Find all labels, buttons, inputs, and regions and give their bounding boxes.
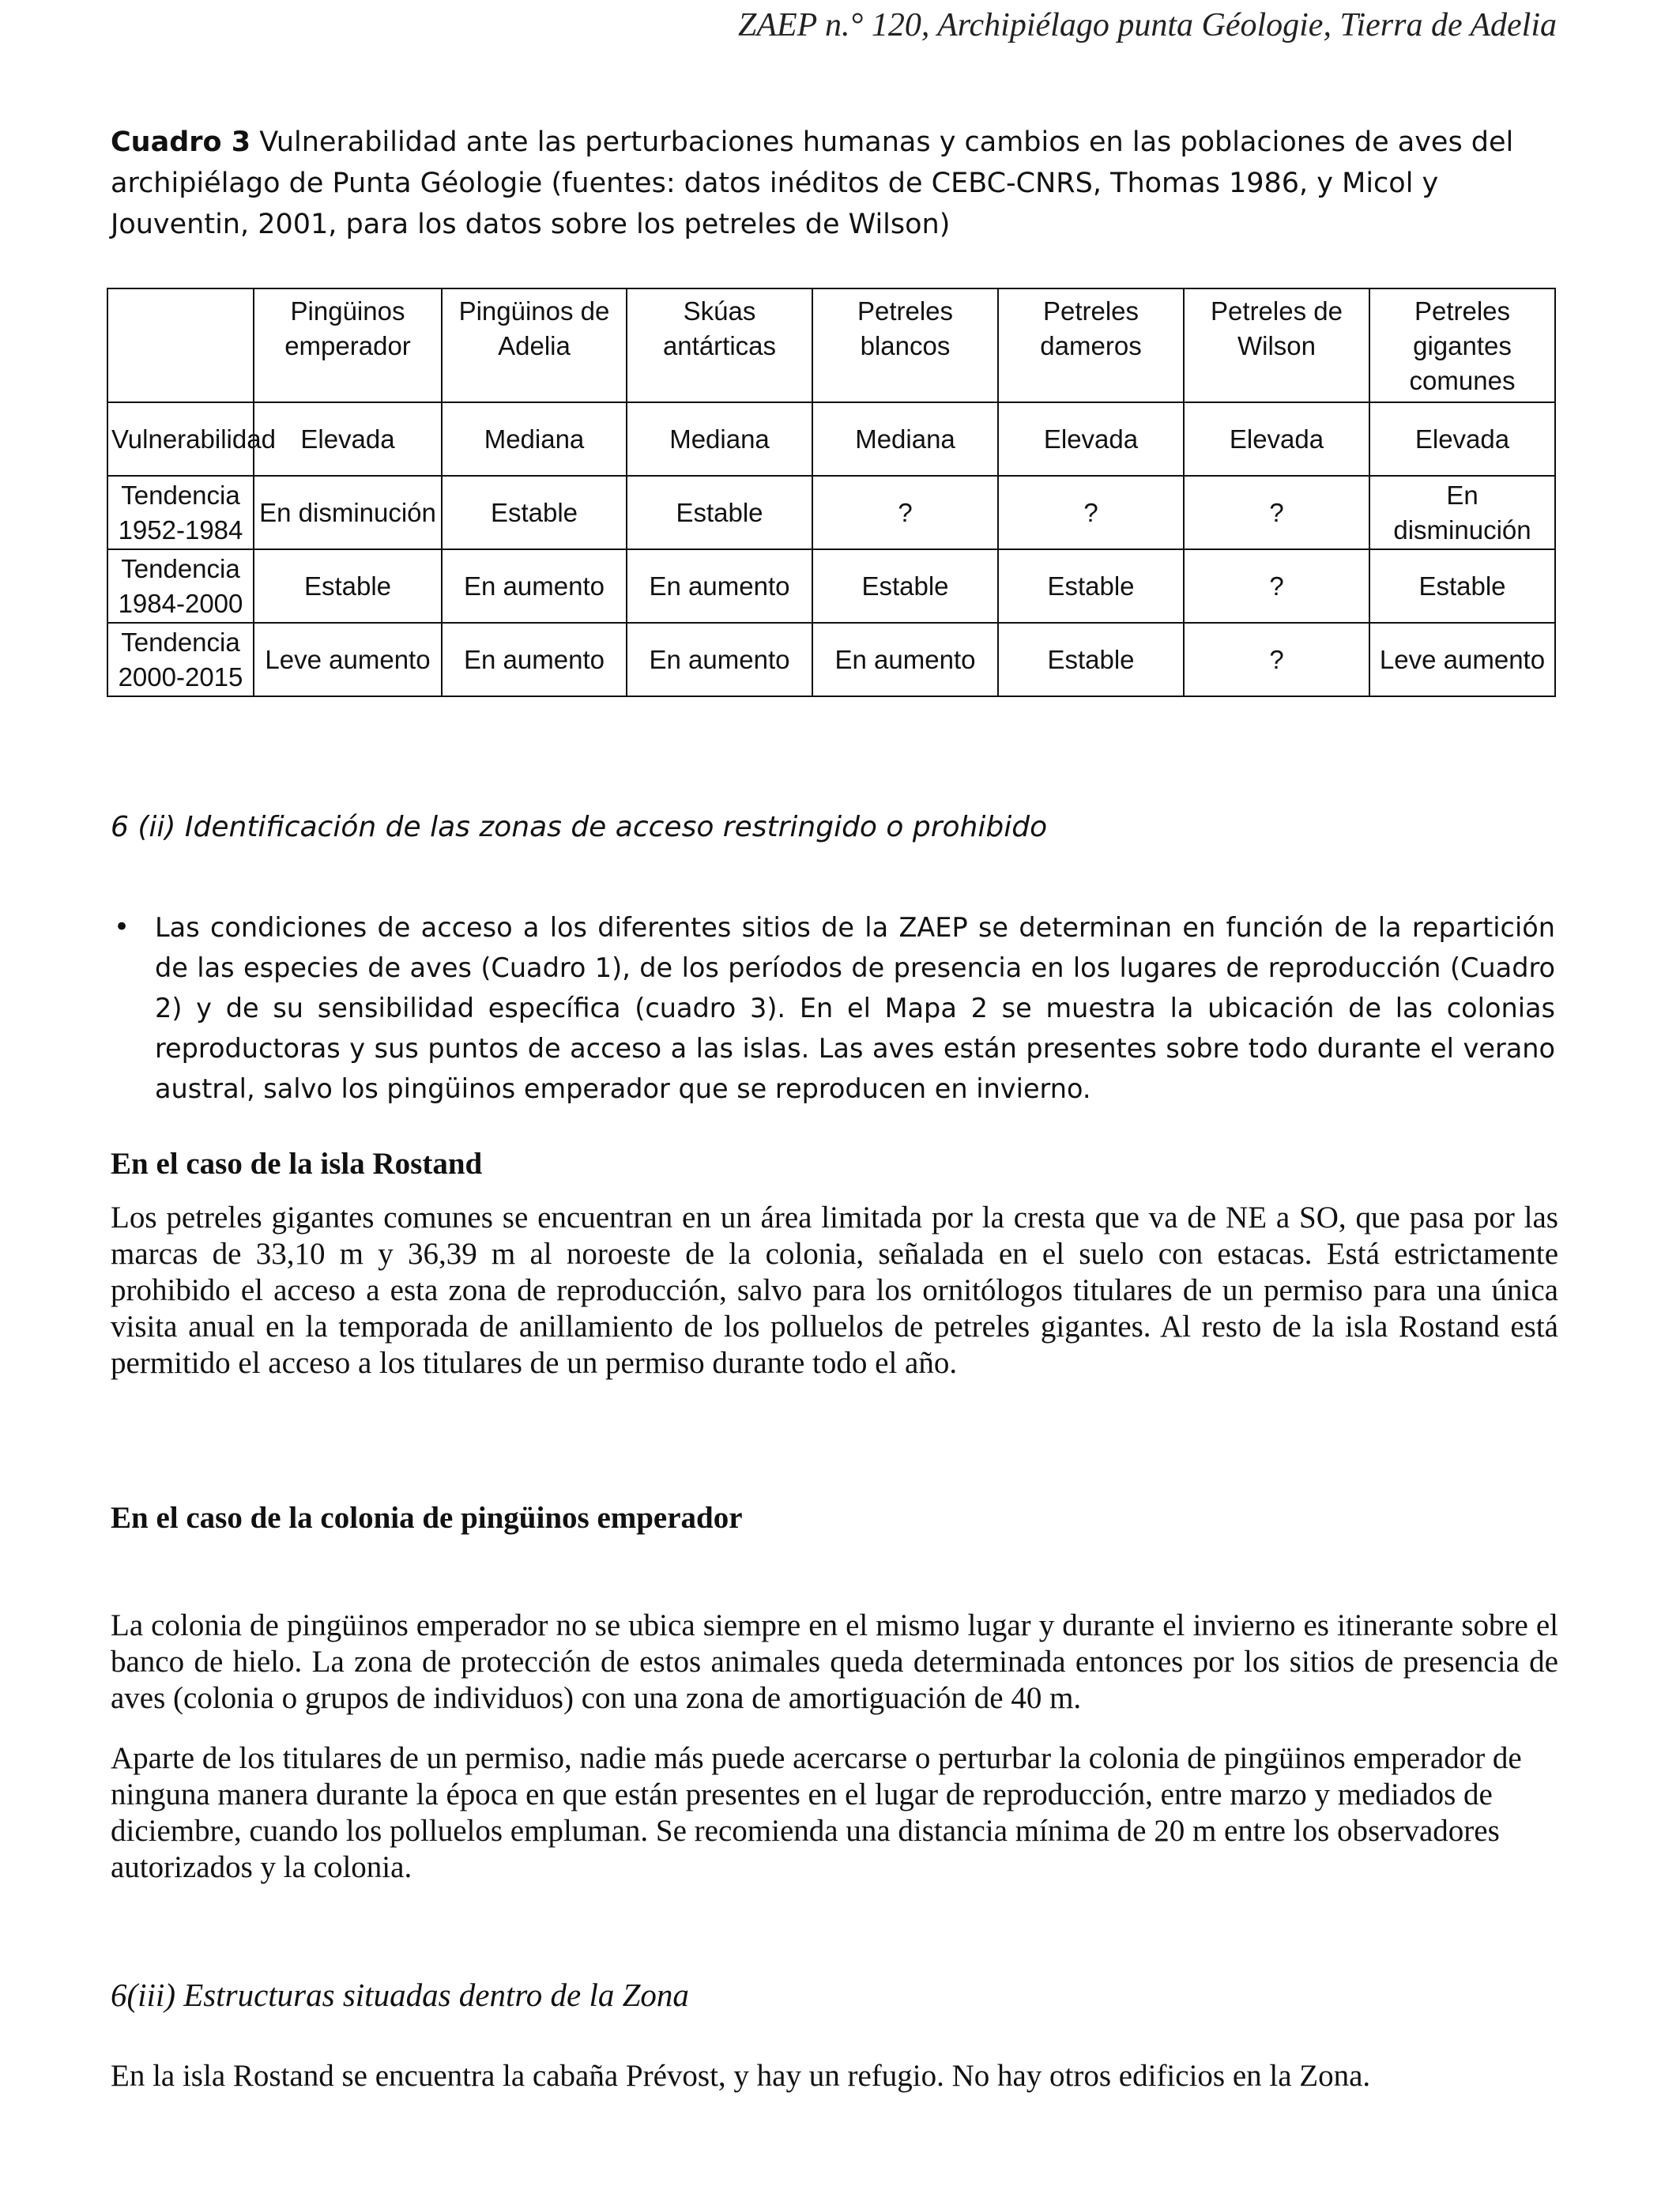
table-row <box>107 549 1555 623</box>
row-header: Tendencia 1984-2000 <box>107 549 254 623</box>
column-header: Petreles blancos <box>812 288 998 402</box>
column-header: Petreles de Wilson <box>1184 288 1369 402</box>
column-header: Pingüinos de Adelia <box>442 288 627 402</box>
column-header: Petreles gigantes comunes <box>1369 288 1555 402</box>
table-row <box>107 402 1555 476</box>
table-cell: Estable <box>627 476 812 549</box>
emperor-paragraph-2: Aparte de los titulares de un permiso, nadie más puede acercarse o perturbar la colonia de pingüinos emperador de ninguna manera durante la época en que están presentes en el lugar de reproducción, entre marzo y mediados de diciembre, cuando los polluelos empluman. Se recomienda una distancia mínima de 20 m entre los observadores autorizados y la colonia. <box>111 1741 1522 1884</box>
table-corner-cell <box>107 288 254 402</box>
table-cell: Mediana <box>812 402 998 476</box>
bullet-list-item <box>114 907 1555 1109</box>
table-row <box>107 623 1555 696</box>
emperor-paragraph-1: La colonia de pingüinos emperador no se ubica siempre en el mismo lugar y durante el invierno es itinerante sobre el banco de hielo. La zona de protección de estos animales queda determinada entonces por los sitios de presencia de aves (colonia o grupos de individuos) con una zona de amortiguación de 40 m. <box>111 1608 1558 1715</box>
table-cell: En aumento <box>627 549 812 623</box>
running-header: ZAEP n.° 120, Archipiélago punta Géologie, Tierra de Adelia <box>737 7 1557 43</box>
table-cell: Estable <box>442 476 627 549</box>
table-cell: Elevada <box>1369 402 1555 476</box>
section-iii-paragraph: En la isla Rostand se encuentra la cabaña Prévost, y hay un refugio. No hay otros edificios en la Zona. <box>111 2059 1371 2093</box>
table-cell: En aumento <box>627 623 812 696</box>
table-cell: En aumento <box>442 549 627 623</box>
section-iii-heading: 6(iii) Estructuras situadas dentro de la Zona <box>111 1977 689 2013</box>
table-cell: ? <box>1184 476 1369 549</box>
caption-text: Vulnerabilidad ante las perturbaciones humanas y cambios en las poblaciones de aves del archipiélago de Punta Géologie (fuentes: datos inéditos de CEBC-CNRS, Thomas 1986, y Micol y Jouventin, 2001, para los datos sobre los petreles de Wilson) <box>111 126 1514 240</box>
column-header: Skúas antárticas <box>627 288 812 402</box>
table-cell: Estable <box>1369 549 1555 623</box>
bullet-icon: • <box>114 911 130 943</box>
table-cell: ? <box>812 476 998 549</box>
table-cell: Estable <box>998 549 1184 623</box>
table-header-row <box>107 288 1555 402</box>
table-cell: Mediana <box>627 402 812 476</box>
rostand-heading: En el caso de la isla Rostand <box>111 1147 483 1181</box>
table-cell: Elevada <box>254 402 442 476</box>
section-ii-heading: 6 (ii) Identificación de las zonas de acceso restringido o prohibido <box>111 811 1048 843</box>
column-header: Pingüinos emperador <box>254 288 442 402</box>
emperor-heading: En el caso de la colonia de pingüinos emperador <box>111 1501 743 1535</box>
row-header: Tendencia 1952-1984 <box>107 476 254 549</box>
row-header: Vulnerabilidad <box>107 402 254 476</box>
vulnerability-table <box>107 288 1556 697</box>
bullet-text: Las condiciones de acceso a los diferentes sitios de la ZAEP se determinan en función de la repartición de las especies de aves (Cuadro 1), de los períodos de presencia en los lugares de reproducción (Cuadro 2) y de su sensibilidad específica (cuadro 3). En el Mapa 2 se muestra la ubicación de las colonias reproductoras y sus puntos de acceso a las islas. Las aves están presentes sobre todo durante el verano austral, salvo los pingüinos emperador que se reproducen en invierno. <box>155 912 1555 1104</box>
table-cell: En aumento <box>442 623 627 696</box>
table-cell: En aumento <box>812 623 998 696</box>
table-cell: ? <box>998 476 1184 549</box>
table-cell: Leve aumento <box>1369 623 1555 696</box>
table-cell: Elevada <box>1184 402 1369 476</box>
table-row <box>107 476 1555 549</box>
caption-label: Cuadro 3 <box>111 126 251 158</box>
rostand-paragraph: Los petreles gigantes comunes se encuentran en un área limitada por la cresta que va de NE a SO, que pasa por las marcas de 33,10 m y 36,39 m al noroeste de la colonia, señalada en el suelo con estacas. Está estrictamente prohibido el acceso a esta zona de reproducción, salvo para los ornitólogos titulares de un permiso para una única visita anual en la temporada de anillamiento de los polluelos de petreles gigantes. Al resto de la isla Rostand está permitido el acceso a los titulares de un permiso durante todo el año. <box>111 1201 1558 1380</box>
table-cell: En disminución <box>254 476 442 549</box>
table-cell: Estable <box>254 549 442 623</box>
table-cell: Leve aumento <box>254 623 442 696</box>
table-caption <box>111 122 1557 245</box>
table-cell: Mediana <box>442 402 627 476</box>
table-cell: ? <box>1184 623 1369 696</box>
table-cell: Estable <box>998 623 1184 696</box>
table-cell: En disminución <box>1369 476 1555 549</box>
column-header: Petreles dameros <box>998 288 1184 402</box>
row-header: Tendencia 2000-2015 <box>107 623 254 696</box>
table-cell: ? <box>1184 549 1369 623</box>
table-cell: Elevada <box>998 402 1184 476</box>
table-cell: Estable <box>812 549 998 623</box>
